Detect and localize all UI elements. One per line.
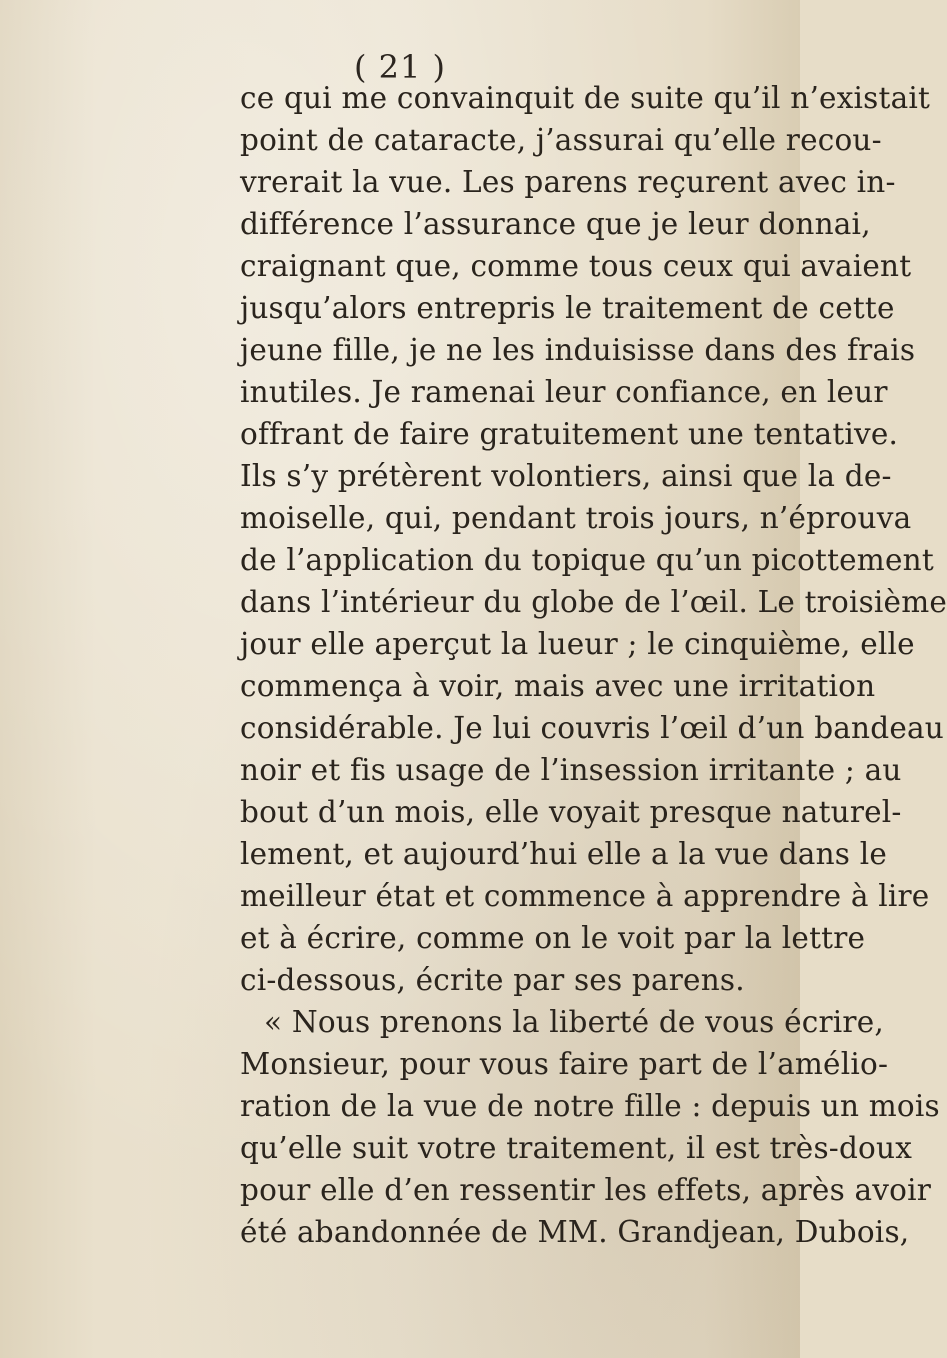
text-line: offrant de faire gratuitement une tentative.	[240, 417, 899, 451]
text-line: vrerait la vue. Les parens reçurent avec in-	[240, 165, 896, 199]
text-line: de l’application du topique qu’un picottement	[240, 543, 934, 577]
text-line: ce qui me convainquit de suite qu’il n’existait	[240, 81, 931, 115]
text-line: point de cataracte, j’assurai qu’elle recou-	[240, 123, 882, 157]
text-line: Ils s’y prétèrent volontiers, ainsi que la de-	[240, 459, 892, 493]
text-line: ration de la vue de notre fille : depuis un mois	[240, 1089, 940, 1123]
page-number: ( 21 )	[353, 48, 447, 86]
text-line: ci-dessous, écrite par ses parens.	[240, 963, 745, 997]
text-line: qu’elle suit votre traitement, il est très-doux	[240, 1131, 913, 1165]
text-line: et à écrire, comme on le voit par la lettre	[240, 921, 866, 955]
text-line: dans l’intérieur du globe de l’œil. Le troisième	[240, 585, 947, 619]
text-line: jusqu’alors entrepris le traitement de cette	[240, 291, 895, 325]
text-line: meilleur état et commence à apprendre à lire	[240, 879, 930, 913]
text-line: noir et fis usage de l’insession irritante ; au	[240, 753, 902, 787]
text-line: bout d’un mois, elle voyait presque naturel-	[240, 795, 902, 829]
text-line: craignant que, comme tous ceux qui avaient	[240, 249, 912, 283]
text-line: Monsieur, pour vous faire part de l’amélio-	[240, 1047, 889, 1081]
text-line: différence l’assurance que je leur donnai,	[240, 207, 871, 241]
text-line: jour elle aperçut la lueur ; le cinquième, elle	[240, 627, 915, 661]
text-line: jeune fille, je ne les induisisse dans des frais	[240, 333, 916, 367]
text-line: inutiles. Je ramenai leur confiance, en leur	[240, 375, 888, 409]
text-line: lement, et aujourd’hui elle a la vue dans le	[240, 837, 887, 871]
text-line: considérable. Je lui couvris l’œil d’un bandeau	[240, 711, 944, 745]
text-line: moiselle, qui, pendant trois jours, n’éprouva	[240, 501, 912, 535]
text-line: commença à voir, mais avec une irritation	[240, 669, 876, 703]
text-line: été abandonnée de MM. Grandjean, Dubois,	[240, 1215, 910, 1249]
text-line: « Nous prenons la liberté de vous écrire,	[264, 1005, 884, 1039]
text-line: pour elle d’en ressentir les effets, après avoir	[240, 1173, 932, 1207]
